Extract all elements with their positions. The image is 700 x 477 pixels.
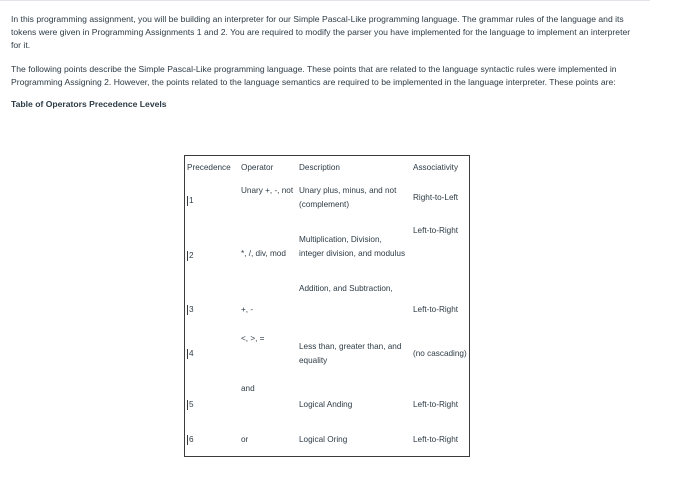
header-precedence: Precedence — [187, 162, 231, 172]
operator-cell: or — [241, 434, 249, 444]
operator-cell: *, /, div, mod — [241, 249, 286, 258]
points-paragraph: The following points describe the Simple Pascal-Like programming language. These points that are related to the language syntactic rules were implemented in Programming Assigning 2. However, the points related to the language semantics are required to be implemented in the language interpreter. These points are: — [11, 63, 617, 87]
table-row — [185, 218, 470, 276]
table-header-row — [185, 156, 470, 179]
precedence-cell: 3 — [189, 305, 194, 314]
operator-cell: and — [241, 384, 255, 393]
description-cell: Logical Oring — [299, 434, 348, 444]
associativity-cell: Left-to-Right — [413, 226, 459, 235]
header-operator: Operator — [241, 162, 274, 172]
associativity-cell: Left-to-Right — [413, 434, 459, 444]
description-cell: Addition, and Subtraction, — [299, 284, 393, 293]
description-cell: Logical Anding — [299, 400, 353, 409]
associativity-cell: (no cascading) — [413, 349, 467, 358]
top-divider — [0, 0, 650, 1]
operator-cell: Unary +, -, not — [241, 186, 294, 195]
operator-cell: +, - — [241, 305, 254, 314]
associativity-cell: Left-to-Right — [413, 400, 459, 409]
operator-cell: <, >, = — [241, 334, 265, 343]
assignment-text — [11, 13, 639, 109]
table-row — [185, 276, 470, 326]
precedence-cell: 2 — [189, 251, 194, 260]
precedence-cell: 1 — [189, 196, 194, 205]
associativity-cell: Left-to-Right — [413, 305, 459, 314]
operators-precedence-table — [184, 155, 470, 457]
precedence-cell: 6 — [189, 434, 194, 444]
table-row — [185, 178, 470, 218]
header-associativity: Associativity — [413, 162, 459, 172]
header-description: Description — [299, 162, 340, 172]
precedence-cell: 4 — [189, 349, 194, 358]
associativity-cell: Right-to-Left — [413, 193, 459, 202]
table-row — [185, 420, 470, 456]
description-cell: Multiplication, Division, integer division, and modulus — [299, 235, 406, 258]
table-row — [185, 326, 470, 376]
intro-paragraph: In this programming assignment, you will be building an interpreter for our Simple Pascal-Like programming language. The grammar rules of the language and its tokens were given in Programming Assignments 1 and 2. You are required to modify the parser you have implemented for the language to implement an interpreter for it. — [11, 14, 631, 51]
description-cell: Unary plus, minus, and not (complement) — [299, 186, 397, 209]
precedence-cell: 5 — [189, 400, 194, 409]
table-title: Table of Operators Precedence Levels — [11, 99, 167, 110]
description-cell: Less than, greater than, and equality — [299, 342, 402, 365]
table-row — [185, 376, 470, 420]
